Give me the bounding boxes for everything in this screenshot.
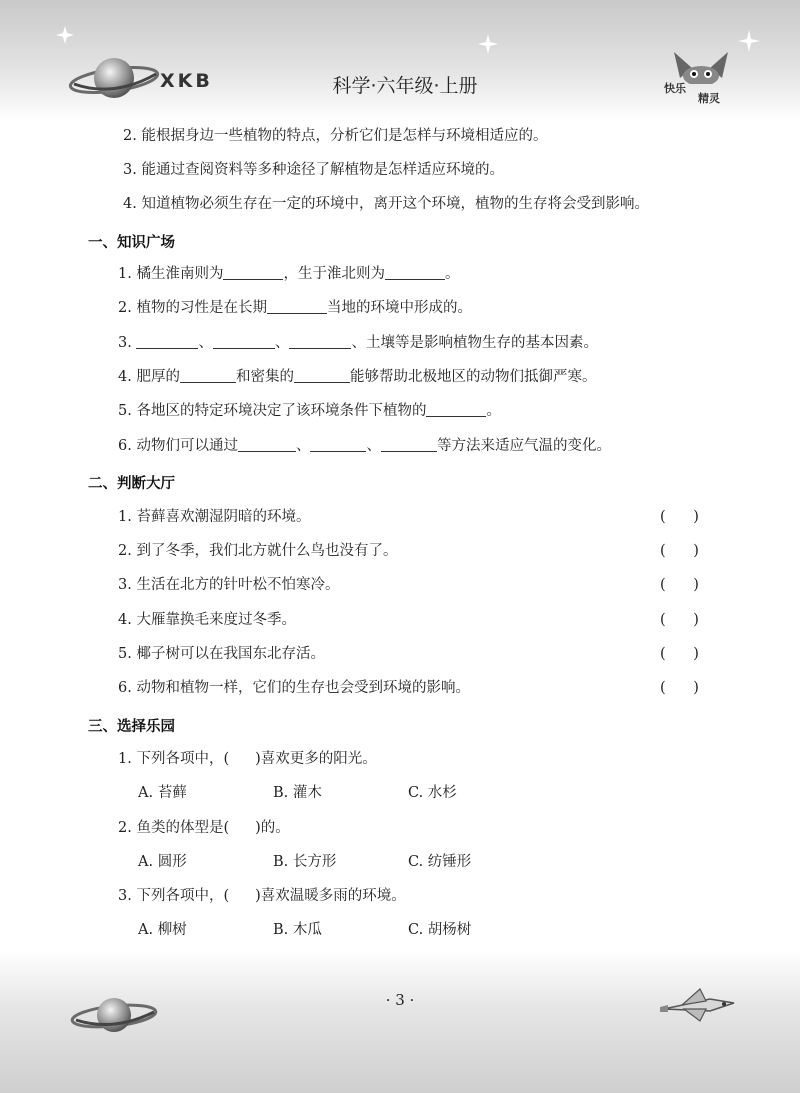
sparkle-icon	[738, 30, 760, 52]
question-text: 当地的环境中形成的。	[326, 300, 472, 316]
intro-item: 3. 能通过查阅资料等多种途径了解植物是怎样适应环境的。	[123, 162, 504, 178]
question-text: 、	[295, 438, 311, 454]
fill-question	[118, 367, 596, 387]
planet-icon	[68, 48, 160, 108]
choice-question	[118, 886, 406, 906]
judge-item: 3. 生活在北方的针叶松不怕寒冷。	[118, 577, 340, 593]
fill-question	[118, 298, 472, 318]
question-text: 6. 动物们可以通过	[118, 438, 238, 454]
section-title: 一、知识广场	[88, 235, 175, 251]
mascot-label-2: 精灵	[698, 92, 720, 105]
question-text: 5. 各地区的特定环境决定了该环境条件下植物的	[118, 403, 427, 419]
question-text: 1. 橘生淮南则为	[118, 266, 224, 282]
answer-blank[interactable]	[223, 264, 283, 280]
fill-question	[118, 436, 611, 456]
question-text: 。	[444, 266, 460, 282]
section-title: 二、判断大厅	[88, 476, 175, 492]
answer-paren[interactable]: ( )	[660, 543, 699, 559]
judge-item: 2. 到了冬季，我们北方就什么鸟也没有了。	[118, 543, 398, 559]
answer-blank[interactable]	[267, 298, 327, 314]
fill-question	[118, 333, 598, 353]
answer-blank[interactable]	[136, 333, 198, 349]
question-text: 1. 下列各项中，(	[118, 751, 230, 767]
question-text: 能够帮助北极地区的动物们抵御严寒。	[349, 369, 597, 385]
answer-paren[interactable]: ( )	[660, 646, 699, 662]
choice-option-b[interactable]: B. 木瓜	[273, 922, 322, 938]
question-text: 4. 肥厚的	[118, 369, 180, 385]
intro-item: 4. 知道植物必须生存在一定的环境中，离开这个环境，植物的生存将会受到影响。	[123, 196, 649, 212]
answer-paren[interactable]: ( )	[660, 509, 699, 525]
page-title: 科学·六年级·上册	[332, 75, 478, 97]
space-shuttle-icon	[660, 985, 740, 1025]
answer-blank[interactable]	[180, 367, 236, 383]
answer-blank[interactable]	[238, 436, 296, 452]
mascot-label: 快乐	[664, 82, 686, 95]
page-number: · 3 ·	[385, 991, 415, 1009]
choice-option-a[interactable]: A. 圆形	[138, 854, 187, 870]
judge-item: 1. 苔藓喜欢潮湿阴暗的环境。	[118, 509, 311, 525]
answer-paren[interactable]: ( )	[660, 577, 699, 593]
mascot-icon	[668, 48, 734, 84]
question-text: 3. 下列各项中，(	[118, 888, 230, 904]
question-text: 2. 植物的习性是在长期	[118, 300, 267, 316]
answer-blank[interactable]	[426, 401, 486, 417]
brand-logo: XKB	[160, 70, 213, 92]
judge-item: 6. 动物和植物一样，它们的生存也会受到环境的影响。	[118, 680, 470, 696]
sparkle-icon	[56, 26, 74, 44]
choice-option-a[interactable]: A. 苔藓	[138, 785, 187, 801]
choice-option-c[interactable]: C. 纺锤形	[408, 854, 472, 870]
question-text: )喜欢温暖多雨的环境。	[255, 888, 406, 904]
fill-question	[118, 264, 459, 284]
question-text: 3.	[118, 335, 132, 351]
answer-blank[interactable]	[213, 333, 275, 349]
sparkle-icon	[478, 34, 498, 54]
question-text: 、	[366, 438, 381, 454]
answer-paren[interactable]: ( )	[660, 612, 699, 628]
question-text: )喜欢更多的阳光。	[255, 751, 377, 767]
intro-item: 2. 能根据身边一些植物的特点，分析它们是怎样与环境相适应的。	[123, 128, 548, 144]
planet-icon	[68, 990, 160, 1042]
answer-blank[interactable]	[289, 333, 351, 349]
choice-option-c[interactable]: C. 水杉	[408, 785, 457, 801]
choice-question	[118, 749, 377, 769]
question-text: 、	[198, 335, 213, 351]
answer-blank[interactable]	[385, 264, 445, 280]
choice-option-a[interactable]: A. 柳树	[138, 922, 187, 938]
question-text: 和密集的	[235, 369, 294, 385]
answer-blank[interactable]	[310, 436, 366, 452]
answer-paren[interactable]: ( )	[660, 680, 699, 696]
choice-option-b[interactable]: B. 灌木	[273, 785, 322, 801]
judge-item: 4. 大雁靠换毛来度过冬季。	[118, 612, 296, 628]
question-text: 。	[486, 403, 501, 419]
choice-question	[118, 818, 290, 838]
question-text: 等方法来适应气温的变化。	[436, 438, 611, 454]
section-title: 三、选择乐园	[88, 719, 175, 735]
answer-blank[interactable]	[294, 367, 350, 383]
judge-item: 5. 椰子树可以在我国东北存活。	[118, 646, 325, 662]
question-text: 、	[274, 335, 290, 351]
question-text: 2. 鱼类的体型是(	[118, 820, 230, 836]
choice-option-c[interactable]: C. 胡杨树	[408, 922, 472, 938]
question-text: ，生于淮北则为	[283, 266, 385, 282]
choice-option-b[interactable]: B. 长方形	[273, 854, 337, 870]
fill-question	[118, 401, 501, 421]
question-text: 、土壤等是影响植物生存的基本因素。	[351, 335, 598, 351]
question-text: )的。	[255, 820, 290, 836]
answer-blank[interactable]	[381, 436, 437, 452]
